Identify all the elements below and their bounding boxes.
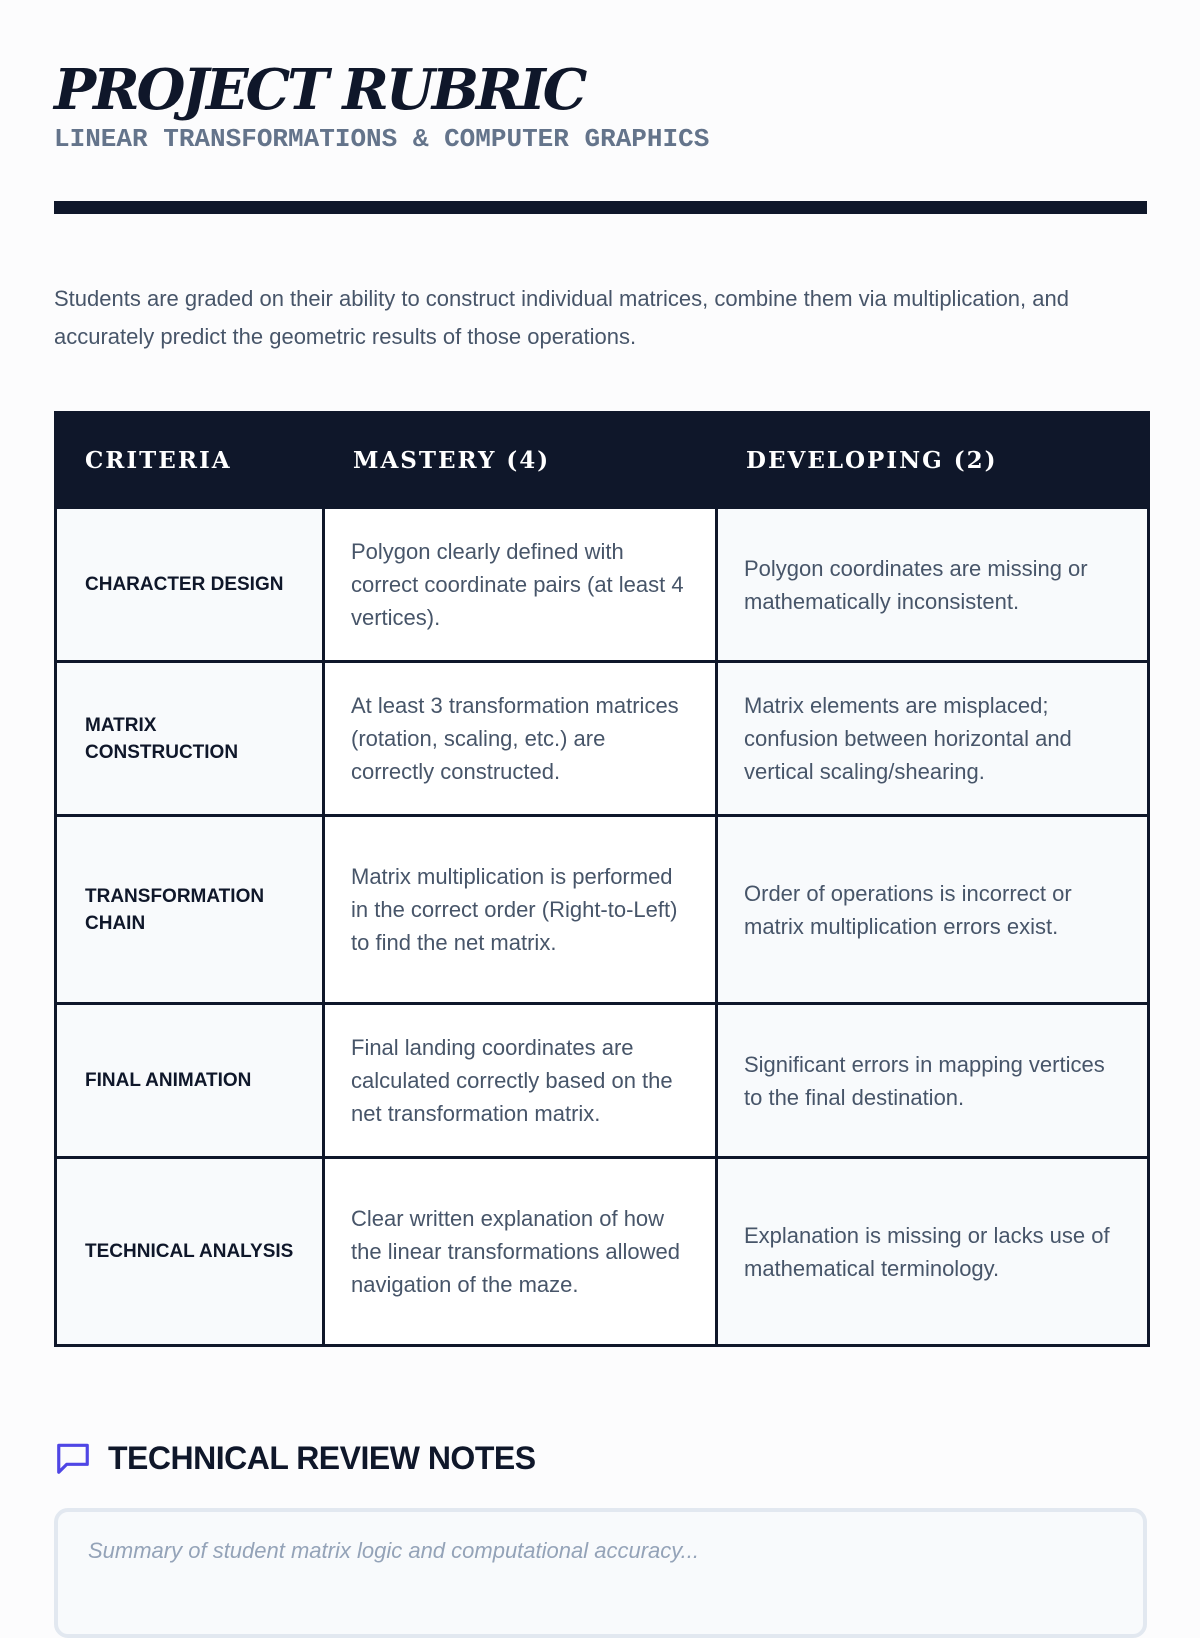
header-divider [54, 201, 1147, 214]
table-row [56, 816, 1149, 1004]
developing-cell: Explanation is missing or lacks use of mathematical terminology. [717, 1158, 1149, 1346]
mastery-cell: Matrix multiplication is performed in the correct order (Right-to-Left) to find the net matrix. [324, 816, 717, 1004]
mastery-cell: Clear written explanation of how the linear transformations allowed navigation of the maze. [324, 1158, 717, 1346]
developing-cell: Matrix elements are misplaced; confusion between horizontal and vertical scaling/shearing. [717, 662, 1149, 816]
criteria-cell: FINAL ANIMATION [56, 1004, 324, 1158]
criteria-cell: TRANSFORMATION CHAIN [56, 816, 324, 1004]
criteria-cell: CHARACTER DESIGN [56, 508, 324, 662]
rubric-table [54, 411, 1150, 1347]
notes-title: TECHNICAL REVIEW NOTES [108, 1439, 536, 1476]
developing-cell: Order of operations is incorrect or matrix multiplication errors exist. [717, 816, 1149, 1004]
table-row [56, 1158, 1149, 1346]
intro-text: Students are graded on their ability to construct individual matrices, combine them via multiplication, and accurately predict the geometric results of those operations. [54, 286, 1069, 349]
table-row [56, 508, 1149, 662]
header-criteria: CRITERIA [56, 413, 324, 508]
mastery-cell: Polygon clearly defined with correct coordinate pairs (at least 4 vertices). [324, 508, 717, 662]
table-header-row [56, 413, 1149, 508]
criteria-cell: TECHNICAL ANALYSIS [56, 1158, 324, 1346]
notes-header [54, 1433, 536, 1483]
table-row [56, 662, 1149, 816]
message-square-icon [54, 1439, 92, 1477]
developing-cell: Polygon coordinates are missing or mathematically inconsistent. [717, 508, 1149, 662]
mastery-cell: At least 3 transformation matrices (rotation, scaling, etc.) are correctly constructed. [324, 662, 717, 816]
page-title: PROJECT RUBRIC [54, 57, 585, 123]
header-developing: DEVELOPING (2) [717, 413, 1149, 508]
review-notes-input[interactable] [54, 1508, 1147, 1638]
criteria-cell: MATRIX CONSTRUCTION [56, 662, 324, 816]
table-row [56, 1004, 1149, 1158]
mastery-cell: Final landing coordinates are calculated correctly based on the net transformation matrix. [324, 1004, 717, 1158]
header-mastery: MASTERY (4) [324, 413, 717, 508]
developing-cell: Significant errors in mapping vertices to the final destination. [717, 1004, 1149, 1158]
page-subtitle: LINEAR TRANSFORMATIONS & COMPUTER GRAPHICS [54, 124, 710, 154]
